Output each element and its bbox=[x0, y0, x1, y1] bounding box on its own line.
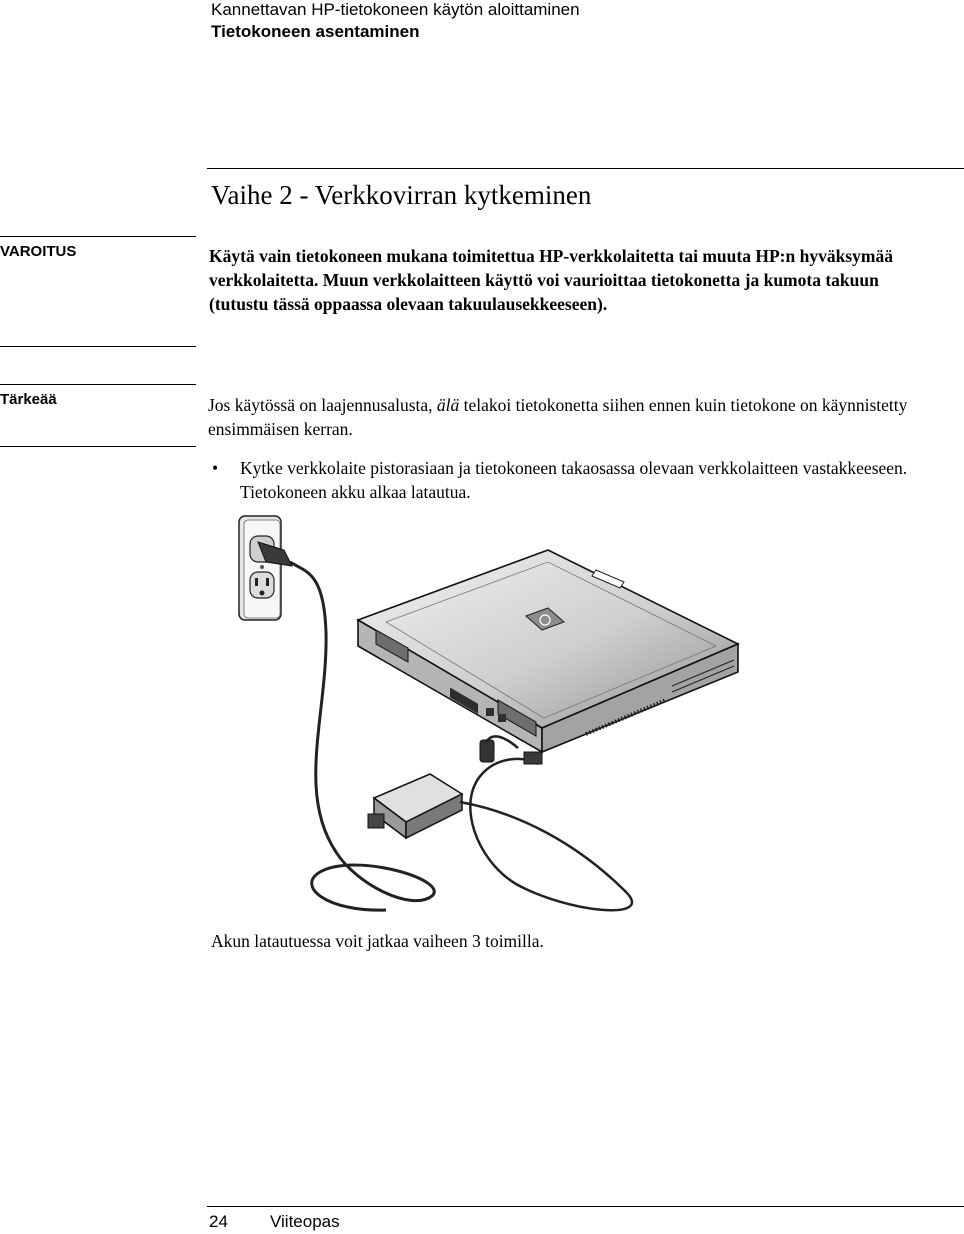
step-heading: Vaihe 2 - Verkkovirran kytkeminen bbox=[211, 180, 592, 210]
important-label: Tärkeää bbox=[0, 391, 57, 408]
ac-adapter-icon bbox=[368, 774, 462, 838]
laptop-ac-adapter-illustration bbox=[236, 512, 744, 917]
warning-bottom-rule bbox=[0, 346, 196, 347]
important-text-start: Jos käytössä on laajennusalusta, bbox=[208, 395, 437, 415]
guide-name: Viiteopas bbox=[270, 1212, 340, 1231]
bullet-marker: • bbox=[212, 458, 219, 478]
important-text-end: telakoi tietokonetta siihen ennen kuin tietokone on käynnistetty ensimmäisen kerran. bbox=[208, 395, 908, 439]
important-top-rule bbox=[0, 384, 196, 385]
warning-label: VAROITUS bbox=[0, 243, 77, 260]
important-text-emphasis: älä bbox=[436, 395, 460, 415]
important-text bbox=[208, 393, 948, 441]
running-header-section: Tietokoneen asentaminen bbox=[211, 22, 420, 41]
page-number: 24 bbox=[209, 1212, 228, 1231]
wall-outlet-icon bbox=[239, 516, 292, 620]
important-bottom-rule bbox=[0, 446, 196, 447]
laptop-icon bbox=[358, 550, 738, 752]
footer-rule bbox=[207, 1206, 964, 1207]
ferrite-bead bbox=[480, 740, 494, 762]
warning-top-rule bbox=[0, 236, 196, 237]
warning-text: Käytä vain tietokoneen mukana toimitettua HP-verkkolaitetta tai muuta HP:n hyväksymää verkkolaitetta. Muun verkkolaitteen käyttö voi vaurioittaa tietokonetta ja kumota takuun (tutustu tässä oppaassa olevaan takuulausekkeeseen). bbox=[209, 246, 893, 314]
dc-cord bbox=[460, 759, 632, 910]
bullet-text: Kytke verkkolaite pistorasiaan ja tietokoneen takaosassa olevaan verkkolaitteen vastakkeeseen. Tietokoneen akku alkaa latautua. bbox=[240, 458, 908, 502]
dc-plug bbox=[524, 752, 542, 764]
running-header-title: Kannettavan HP-tietokoneen käytön aloittaminen bbox=[211, 0, 580, 19]
after-figure-text: Akun latautuessa voit jatkaa vaiheen 3 toimilla. bbox=[211, 931, 544, 951]
heading-rule bbox=[207, 168, 964, 169]
